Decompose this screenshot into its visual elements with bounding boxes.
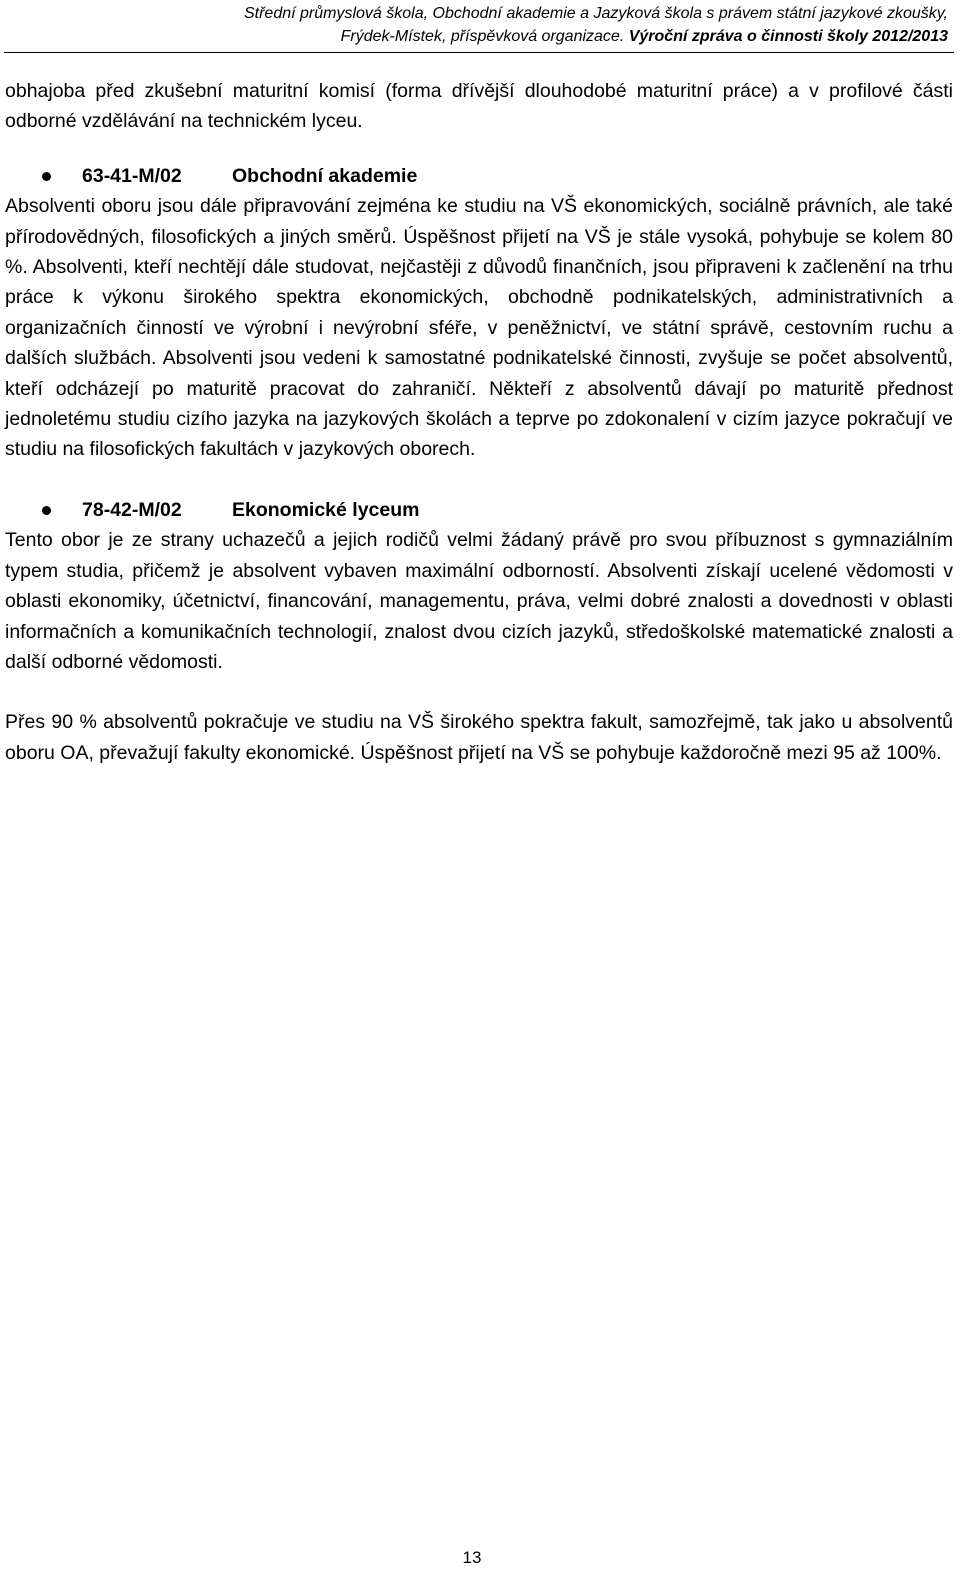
bullet-icon bbox=[42, 172, 51, 181]
section-code: 78-42-M/02 bbox=[82, 498, 182, 521]
spacer bbox=[5, 677, 953, 707]
spacer bbox=[5, 465, 953, 495]
section-heading-obchodni-akademie bbox=[5, 161, 953, 191]
bullet-icon bbox=[42, 506, 51, 515]
section-paragraph: Absolventi oboru jsou dále připravování zejména ke studiu na VŠ ekonomických, sociálně právních, ale také přírodovědných, filosofických a jiných směrů. Úspěšnost přijetí na VŠ je stále vysoká, pohybuje se kolem 80 %. Absolventi, kteří nechtějí dále studovat, nejčastěji z důvodů finančních, jsou připraveni k začlenění na trhu práce k výkonu širokého spektra ekonomických, obchodně podnikatelských, administrativních a organizačních činností ve výrobní i nevýrobní sféře, v peněžnictví, ve státní správě, cestovním ruchu a dalších službách. Absolventi jsou vedeni k samostatné podnikatelské činnosti, zvyšuje se počet absolventů, kteří odcházejí po maturitě pracovat do zahraničí. Někteří z absolventů dávají po maturitě přednost jednoletému studiu cizího jazyka na jazykových školách a teprve po zdokonalení v cizím jazyce pokračují ve studiu na filosofických fakultách v jazykových oborech. bbox=[5, 195, 953, 461]
section-title: Ekonomické lyceum bbox=[232, 498, 420, 521]
header-line-1: Střední průmyslová škola, Obchodní akademie a Jazyková škola s právem státní jazykové zkoušky, bbox=[243, 5, 948, 22]
running-header bbox=[8, 2, 948, 48]
section-title: Obchodní akademie bbox=[232, 164, 418, 187]
header-org-text: Frýdek-Místek, příspěvková organizace. bbox=[340, 28, 625, 45]
document-body bbox=[5, 76, 953, 768]
section-code: 63-41-M/02 bbox=[82, 164, 182, 187]
section-heading-ekonomicke-lyceum bbox=[5, 495, 953, 525]
section-paragraph: Přes 90 % absolventů pokračuje ve studiu na VŠ širokého spektra fakult, samozřejmě, tak jako u absolventů oboru OA, převažují fakulty ekonomické. Úspěšnost přijetí na VŠ se pohybuje každoročně mezi 95 až 100%. bbox=[5, 711, 953, 764]
page-number: 13 bbox=[462, 1548, 482, 1567]
spacer bbox=[5, 137, 953, 161]
header-divider bbox=[4, 52, 954, 53]
header-line-2 bbox=[8, 25, 948, 48]
intro-paragraph: obhajoba před zkušební maturitní komisí (forma dřívější dlouhodobé maturitní práce) a v profilové části odborné vzdělávání na technickém lyceu. bbox=[5, 80, 953, 133]
section-paragraph: Tento obor je ze strany uchazečů a jejich rodičů velmi žádaný právě pro svou příbuznost s gymnaziálním typem studia, přičemž je absolvent vybaven maximální odborností. Absolventi získají ucelené vědomosti v oblasti ekonomiky, účetnictví, financování, managementu, práva, velmi dobré znalosti a dovednosti v oblasti informačních a komunikačních technologií, znalost dvou cizích jazyků, středoškolské matematické znalosti a další odborné vědomosti. bbox=[5, 529, 953, 673]
header-report-title: Výroční zpráva o činnosti školy 2012/2013 bbox=[628, 28, 948, 45]
